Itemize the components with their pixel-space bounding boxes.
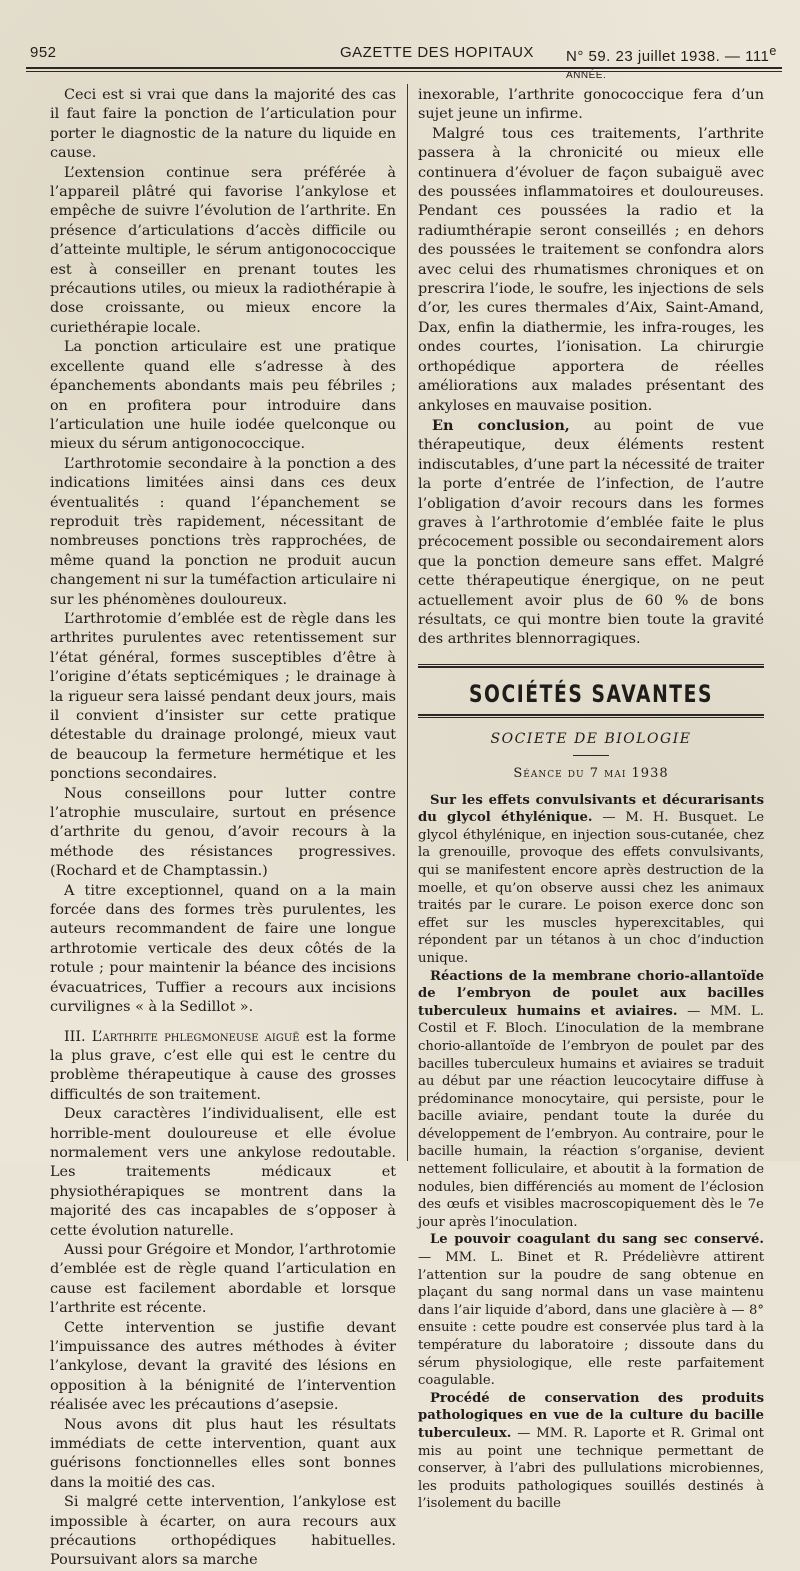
paragraph: Cette intervention se justifie devant l’impuissance des autres méthodes à éviter l’ankylose, devant la gravité des lésions en opposition à la bénignité de l’intervention réalisée avec les précautions d’asepsie. (50, 1319, 396, 1414)
section-rule (418, 717, 764, 718)
communication-title: Sur les effets convulsivants et décurarisants du glycol éthylénique. (418, 792, 764, 826)
paragraph: La ponction articulaire est une pratique excellente quand elle s’adresse à des épanchements abondants mais peu fébriles ; on en profitera pour introduire dans l’articulation une huile iodée quelconque ou mieux du sérum antigonococcique. (50, 339, 396, 453)
seance-date: Séance du 7 mai 1938 (513, 766, 669, 782)
paragraph: Aussi pour Grégoire et Mondor, l’arthrotomie d’emblée est de règle quand l’articulation en cause est facilement abordable et lorsque l’arthrite est récente. (50, 1241, 396, 1317)
header-rule-thin (26, 71, 782, 72)
proceedings (418, 792, 764, 1513)
short-rule (573, 755, 609, 756)
communication: Le pouvoir coagulant du sang sec conservé. — MM. L. Binet et R. Prédelièvre attirent l’attention sur la poudre de sang obtenue en plaçant du sang normal dans un vase maintenu dans l’air liquide d’abord, dans une glacière à — 8° ensuite : cette poudre est conservée plus tard à la température du laboratoire ; dissoute dans du sérum physiologique, elle reste parfaitement coagulable. (418, 1232, 764, 1389)
issue-info (566, 44, 780, 82)
conclusion-paragraph: En conclusion, au point de vue thérapeutique, deux éléments restent indiscutables, d’une part la nécessité de traiter la porte d’entrée de l’infection, de l’autre l’obligation d’avoir recours dans les formes graves à l’arthrotomie d’emblée faite le plus précocement possible ou secondairement alors que la ponction demeure sans effet. Malgré cette thérapeutique énergique, on ne peut actuellement avoir plus de 60 % de bons résultats, ce qui montre bien toute la gravité des arthrites blennorragiques. (418, 416, 764, 648)
communication-title: Réactions de la membrane chorio-allantoïde de l’embryon de poulet aux bacilles tuberculeux humains et aviaires. (418, 968, 764, 1019)
issue-date: N° 59. 23 juillet 1938. — 111 (566, 48, 770, 65)
paragraph: L’extension continue sera préférée à l’appareil plâtré qui favorise l’ankylose et empêche de suivre l’évolution de l’arthrite. En présence d’articulations d’accès difficile ou d’atteinte multiple, le sérum antigonococcique est à conseiller en prenant toutes les précautions utiles, ou mieux la radiothérapie à dose croissante, ou mieux encore la curiethérapie locale. (50, 164, 396, 336)
left-column (50, 86, 396, 1571)
communication: Réactions de la membrane chorio-allantoïde de l’embryon de poulet aux bacilles tuberculeux humains et aviaires. — MM. L. Costil et F. Bloch. L’inoculation de la membrane chorio-allantoïde de l’embryon de poulet par des bacilles tuberculeux humains et aviaires se traduit au début par une réaction leucocytaire diffuse à prédominance monocytaire, qui persiste, pour le bacille aviaire, pendant toute la durée du développement de l’embryon. Au contraire, pour le bacille humain, la réaction s’organise, devient nettement folliculaire, et aboutit à la formation de nodules, bien différenciés au moment de l’éclosion des œufs et visibles macroscopiquement dès le 7e jour après l’inoculation. (418, 968, 764, 1230)
section-rule-thick (418, 666, 764, 668)
communication-title: Le pouvoir coagulant du sang sec conservé. (430, 1232, 764, 1248)
paragraph: Nous conseillons pour lutter contre l’atrophie musculaire, surtout en présence d’arthrite du genou, d’avoir recours à la méthode des résistances progressives. (Rochard et de Champtassin.) (50, 785, 396, 880)
header-rule (26, 67, 782, 69)
section-title: SOCIÉTÉS SAVANTES (468, 679, 714, 708)
society-name: SOCIETE DE BIOLOGIE (490, 730, 692, 747)
paragraph: L’arthrotomie d’emblée est de règle dans les arthrites purulentes avec retentissement sur l’état général, formes susceptibles d’être à l’origine d’états septicémiques ; le drainage à la rigueur sera laissé pendant deux jours, mais il convient d’insister sur cette pratique détestable du drainage prolongé, mieux vaut de beaucoup la fermeture hermétique et les ponctions secondaires. (50, 610, 396, 783)
right-column (418, 86, 764, 1513)
section-term: arthrite phlegmoneuse aiguë (102, 1028, 300, 1045)
section-paragraph: III. L’arthrite phlegmoneuse aiguë est la forme la plus grave, c’est elle qui est le centre du problème thérapeutique à cause des grosses difficultés de son traitement. (50, 1028, 396, 1103)
page-header (30, 44, 780, 81)
section-rule-thick (418, 714, 764, 716)
page-number: 952 (30, 44, 57, 61)
communication: Procédé de conservation des produits pathologiques en vue de la culture du bacille tuberculeux. — MM. R. Laporte et R. Grimal ont mis au point une technique permettant de conserver, à l’abri des pullulations microbiennes, les produits pathologiques souillés destinés à l’isolement du bacille (418, 1390, 764, 1512)
conclusion-lead: En conclusion, (432, 416, 570, 434)
paragraph: L’arthrotomie secondaire à la ponction a des indications limitées ainsi dans ces deux éventualités : quand l’épanchement se reproduit très rapidement, nécessitant de nombreuses ponctions très rapprochées, de même quand la ponction ne produit aucun changement ni sur la tuméfaction articulaire ni sur les phénomènes douloureux. (50, 455, 396, 608)
paragraph: Nous avons dit plus haut les résultats immédiats de cette intervention, quant aux guérisons fonctionnelles elles sont bonnes dans la moitié des cas. (50, 1416, 396, 1491)
paragraph: Deux caractères l’individualisent, elle est horrible-ment douloureuse et elle évolue normalement vers une ankylose redoutable. Les traitements médicaux et physiothérapiques se montrent dans la majorité des cas incapables de s’opposer à cette évolution naturelle. (50, 1106, 396, 1239)
column-separator (407, 84, 408, 1161)
paragraph: Si malgré cette intervention, l’ankylose est impossible à écarter, on aura recours aux précautions orthopédiques habituelles. Poursuivant alors sa marche (50, 1494, 396, 1569)
issue-sup: e (769, 44, 777, 58)
paragraph: inexorable, l’arthrite gonococcique fera d’un sujet jeune un infirme. (418, 87, 764, 123)
communication-title: Procédé de conservation des produits pathologiques en vue de la culture du bacille tuberculeux. (418, 1390, 764, 1441)
paragraph: Ceci est si vrai que dans la majorité des cas il faut faire la ponction de l’articulation pour porter le diagnostic de la nature du liquide en cause. (50, 87, 396, 162)
journal-title: GAZETTE DES HOPITAUX (340, 44, 534, 61)
paragraph: Malgré tous ces traitements, l’arthrite passera à la chronicité ou mieux elle continuera d’évoluer de façon subaiguë avec des poussées inflammatoires et douloureuses. Pendant ces poussées la radio et la radiumthérapie seront conseillés ; en dehors des poussées le traitement se confondra alors avec celui des rhumatismes chroniques et on prescrira l’iode, le soufre, les injections de sels d’or, les cures thermales d’Aix, Saint-Amand, Dax, enfin la diathermie, les infra-rouges, les ondes courtes, l’ionisation. La chirurgie orthopédique apportera de réelles améliorations aux malades présentant des ankyloses en mauvaise position. (418, 125, 764, 414)
paragraph: A titre exceptionnel, quand on a la main forcée dans des formes très purulentes, les auteurs recommandent de faire une longue arthrotomie verticale des deux côtés de la rotule ; pour maintenir la béance des incisions évacuatrices, Tuffier a recours aux incisions curvilignes « à la Sedillot ». (50, 882, 396, 1016)
issue-annee: ANNÉE. (566, 70, 607, 81)
communication: Sur les effets convulsivants et décurarisants du glycol éthylénique. — M. H. Busquet. Le glycol éthylénique, en injection sous-cutanée, chez la grenouille, provoque des effets convulsivants, qui se manifestent encore après destruction de la moelle, et qu’on observe aussi chez les animaux traités par le curare. Le poison exerce donc son effet sur les muscles hyperexcitables, qui répondent par un tétanos à un choc d’induction unique. (418, 792, 765, 966)
section-rule (418, 664, 764, 665)
